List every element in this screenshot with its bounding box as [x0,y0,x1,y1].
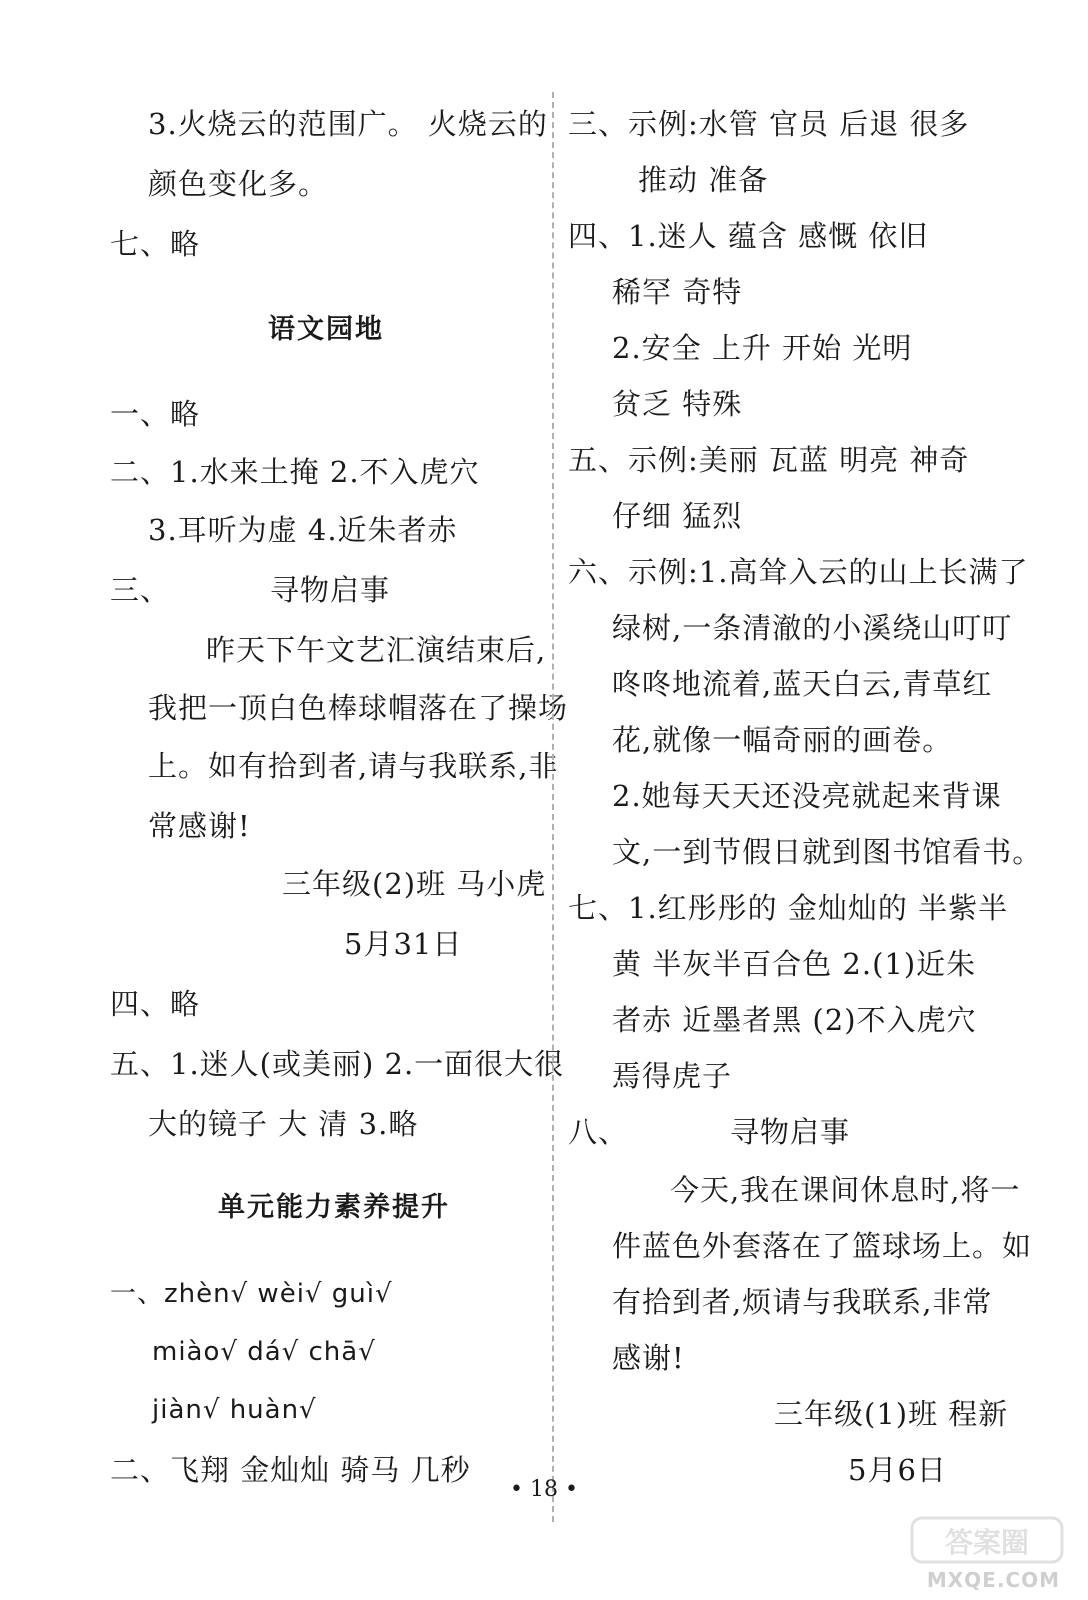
notice-text: 昨天下午文艺汇演结束后, [206,633,547,667]
notice-text: 有拾到者,烦请与我联系,非常 [612,1285,993,1319]
column-divider [552,92,554,1522]
notice-text: 上。如有拾到者,请与我联系,非 [148,749,559,783]
watermark-url: MXQE.COM [926,1568,1060,1592]
section-heading-unit-ability: 单元能力素养提升 [218,1192,450,1223]
answer-line: 七、略 [110,227,201,261]
answer-line: 二、飞翔 金灿灿 骑马 几秒 [110,1453,471,1487]
notice-date: 5月31日 [344,927,463,961]
answer-line: 文,一到节假日就到图书馆看书。 [612,835,1043,869]
page-number: • 18 • [510,1477,578,1502]
notice-text: 我把一顶白色棒球帽落在了操场 [148,691,569,725]
right-column [560,0,1088,1520]
notice-signature: 三年级(1)班 程新 [774,1397,1009,1431]
answer-line: 五、1.迷人(或美丽) 2.一面很大很 [110,1047,565,1081]
answer-line: 四、略 [110,987,201,1021]
answer-line: 三、示例:水管 官员 后退 很多 [568,107,970,141]
answer-line: 2.她每天天还没亮就起来背课 [612,779,1002,813]
left-column [0,0,569,1520]
answer-line: 3.耳听为虚 4.近朱者赤 [148,513,458,547]
answer-line: 3.火烧云的范围广。 火烧云的 [148,107,548,141]
answer-line: 推动 准备 [638,163,769,197]
notice-title: 寻物启事 [730,1115,851,1149]
answer-line-label: 八、 [568,1115,629,1149]
notice-text: 今天,我在课间休息时,将一 [670,1173,1021,1207]
answer-line: 五、示例:美丽 瓦蓝 明亮 神奇 [568,443,970,477]
answer-line: 黄 半灰半百合色 2.(1)近朱 [612,947,977,981]
notice-text: 件蓝色外套落在了篮球场上。如 [612,1229,1033,1263]
section-heading-chinese-garden: 语文园地 [268,314,384,345]
answer-line: 颜色变化多。 [148,167,329,201]
notice-date: 5月6日 [848,1453,947,1487]
answer-line: 贫乏 特殊 [612,387,743,421]
notice-title: 寻物启事 [270,573,391,607]
answer-line: 大的镜子 大 清 3.略 [148,1107,419,1141]
notice-text: 常感谢! [148,809,251,843]
answer-line: 仔细 猛烈 [612,499,743,533]
answer-line-label: 三、 [110,573,171,607]
answer-line: 二、1.水来土掩 2.不入虎穴 [110,455,480,489]
answer-line: 一、略 [110,397,201,431]
watermark-logo-text: 答案圈 [944,1526,1030,1559]
pinyin-line: miào√ dá√ chā√ [152,1337,376,1367]
answer-line: 绿树,一条清澈的小溪绕山叮叮 [612,611,1013,645]
notice-text: 感谢! [612,1341,685,1375]
answer-line: 咚咚地流着,蓝天白云,青草红 [612,667,993,701]
answer-line: 焉得虎子 [612,1059,733,1093]
answer-line: 四、1.迷人 蕴含 感慨 依旧 [568,219,929,253]
pinyin-line: 一、zhèn√ wèi√ guì√ [110,1279,393,1309]
answer-line: 者赤 近墨者黑 (2)不入虎穴 [612,1003,977,1037]
answer-line: 2.安全 上升 开始 光明 [612,331,913,365]
answer-line: 七、1.红彤彤的 金灿灿的 半紫半 [568,891,1009,925]
answer-line: 六、示例:1.高耸入云的山上长满了 [568,555,1029,589]
answer-line: 花,就像一幅奇丽的画卷。 [612,723,953,757]
pinyin-line: jiàn√ huàn√ [152,1395,317,1425]
answer-line: 稀罕 奇特 [612,275,743,309]
notice-signature: 三年级(2)班 马小虎 [282,867,547,901]
